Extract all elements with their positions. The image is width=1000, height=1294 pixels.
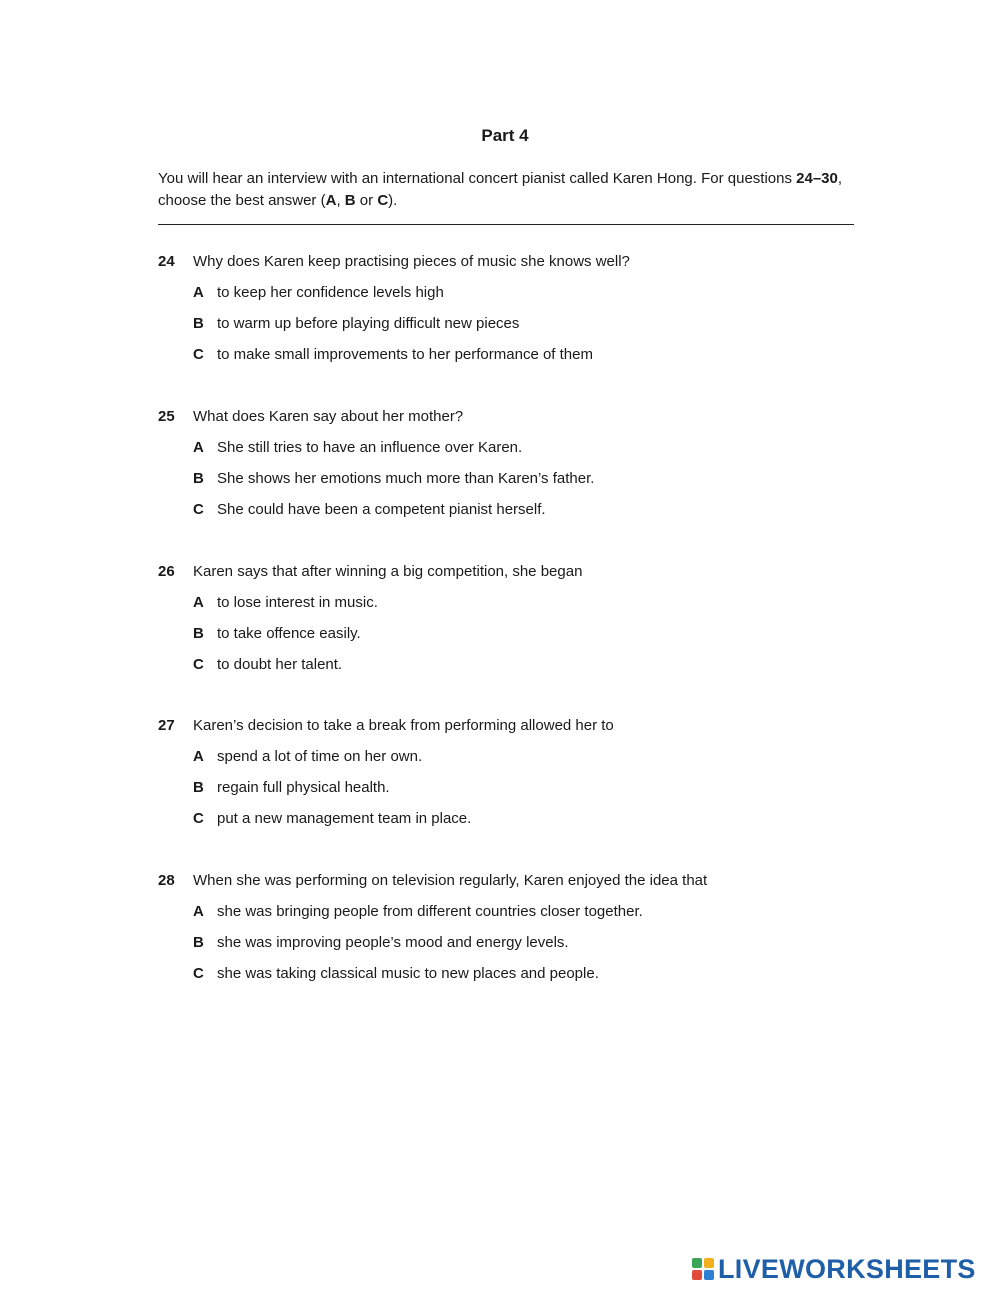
option-b[interactable] [158,777,858,799]
option-letter: C [193,810,204,827]
question-text: Why does Karen keep practising pieces of music she knows well? [193,253,630,270]
logo-mark-square [704,1258,714,1268]
liveworksheets-logo[interactable] [692,1255,976,1283]
option-text: to make small improvements to her performance of them [217,346,593,363]
logo-text: LIVEWORKSHEETS [718,1254,976,1284]
option-letter: A [193,594,204,611]
option-text: She still tries to have an influence over Karen. [217,439,523,456]
option-letter: A [193,748,204,765]
option-letter: A [193,439,204,456]
option-text: regain full physical health. [217,779,390,796]
instructions-option-c: C [377,192,389,209]
question-24 [158,251,858,366]
option-letter: B [193,779,204,796]
option-text: to warm up before playing difficult new pieces [217,315,520,332]
option-b[interactable] [158,313,858,335]
option-text: she was bringing people from different countries closer together. [217,903,643,920]
instructions [158,168,858,212]
question-stem [158,251,858,273]
question-stem [158,870,858,892]
option-text: she was improving people’s mood and energy levels. [217,934,569,951]
question-number: 27 [158,717,175,734]
instructions-option-b: B [344,192,356,209]
question-number: 24 [158,253,175,270]
option-letter: C [193,346,204,363]
question-range: 24–30 [796,170,838,187]
question-text: Karen’s decision to take a break from performing allowed her to [193,717,614,734]
question-text: Karen says that after winning a big competition, she began [193,563,583,580]
option-text: to lose interest in music. [217,594,378,611]
divider [158,224,854,225]
instructions-sep: or [355,192,378,209]
option-text: to doubt her talent. [217,656,343,673]
option-letter: C [193,501,204,518]
option-a[interactable] [158,901,858,923]
option-letter: B [193,315,204,332]
instructions-text-mid: , choose the best answer ( [158,170,843,209]
option-a[interactable] [158,592,858,614]
instructions-sep: , [336,192,345,209]
question-27 [158,715,858,830]
option-a[interactable] [158,437,858,459]
instructions-option-a: A [325,192,337,209]
question-text: What does Karen say about her mother? [193,408,464,425]
logo-mark-square [692,1270,702,1280]
question-26 [158,561,858,676]
option-letter: B [193,625,204,642]
option-c[interactable] [158,963,858,985]
page-title: Part 4 [481,126,529,145]
question-number: 26 [158,563,175,580]
question-stem [158,715,858,737]
logo-mark-icon [692,1258,714,1280]
option-letter: A [193,903,204,920]
option-text: She shows her emotions much more than Karen’s father. [217,470,595,487]
logo-mark-square [704,1270,714,1280]
option-letter: C [193,656,204,673]
option-c[interactable] [158,344,858,366]
option-c[interactable] [158,654,858,676]
question-text: When she was performing on television regularly, Karen enjoyed the idea that [193,872,708,889]
option-letter: B [193,470,204,487]
option-b[interactable] [158,932,858,954]
question-28 [158,870,858,985]
option-letter: C [193,965,204,982]
question-stem [158,561,858,583]
option-text: to keep her confidence levels high [217,284,444,301]
option-text: put a new management team in place. [217,810,472,827]
question-stem [158,406,858,428]
question-25 [158,406,858,521]
option-text: She could have been a competent pianist herself. [217,501,546,518]
option-letter: A [193,284,204,301]
question-number: 28 [158,872,175,889]
option-text: to take offence easily. [217,625,361,642]
option-text: spend a lot of time on her own. [217,748,423,765]
option-b[interactable] [158,623,858,645]
option-letter: B [193,934,204,951]
instructions-text-end: ). [388,192,398,209]
option-c[interactable] [158,808,858,830]
instructions-text: You will hear an interview with an international concert pianist called Karen Hong. For questions [158,170,797,187]
question-number: 25 [158,408,175,425]
option-c[interactable] [158,499,858,521]
option-a[interactable] [158,746,858,768]
logo-mark-square [692,1258,702,1268]
option-a[interactable] [158,282,858,304]
option-b[interactable] [158,468,858,490]
option-text: she was taking classical music to new places and people. [217,965,599,982]
